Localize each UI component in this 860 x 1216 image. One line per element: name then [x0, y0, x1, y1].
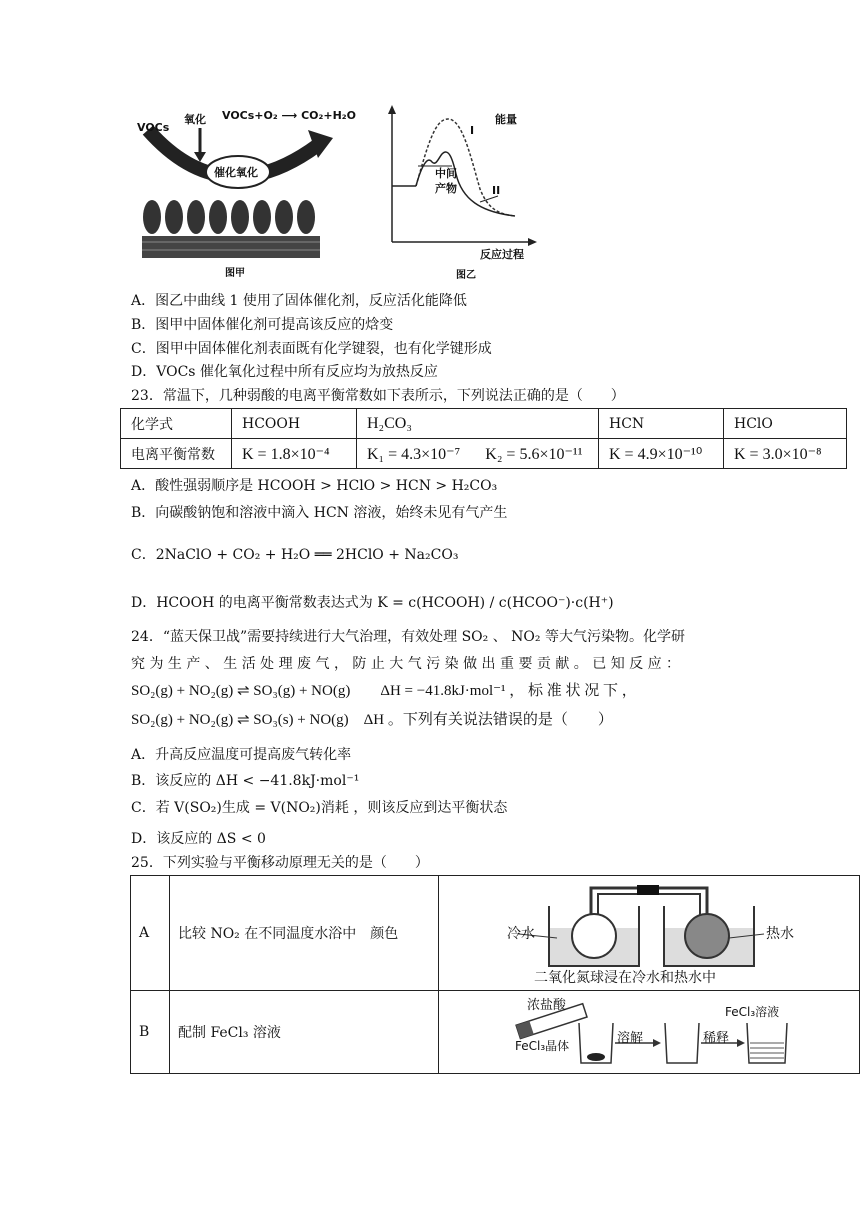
label-intermediate-2: 产物 — [435, 182, 457, 195]
q22-option-c: C．图甲中固体催化剂表面既有化学键裂，也有化学键形成 — [131, 341, 492, 357]
q22-option-b: B．图甲中固体催化剂可提高该反应的焓变 — [131, 317, 394, 333]
table-header-hcooh: HCOOH — [232, 409, 357, 439]
label-energy: 能量 — [495, 113, 517, 126]
label-reaction: VOCs+O₂ ⟶ CO₂+H₂O — [222, 109, 356, 122]
label-curve2: II — [492, 184, 501, 197]
q22-option-a: A．图乙中曲线 1 使用了固体催化剂，反应活化能降低 — [131, 293, 467, 309]
row-b-id: B — [131, 991, 170, 1074]
q23-stem: 23．常温下，几种弱酸的电离平衡常数如下表所示，下列说法正确的是（ ） — [131, 388, 625, 404]
table-header-h2co3: H₂CO₃ — [357, 409, 599, 439]
label-fecl3-crystal: FeCl₃晶体 — [515, 1039, 570, 1053]
row-a-id: A — [131, 876, 170, 991]
label-hot-water: 热水 — [766, 926, 794, 942]
value-hcn: K = 4.9×10⁻¹⁰ — [599, 439, 724, 469]
q23-table — [120, 408, 847, 469]
q23-option-b: B．向碳酸钠饱和溶液中滴入 HCN 溶液，始终未见有气产生 — [131, 505, 508, 521]
label-no2-caption: 二氧化氮球浸在冷水和热水中 — [534, 970, 716, 986]
q24-line-1: 24．“蓝天保卫战”需要持续进行大气治理，有效处理 SO₂ 、 NO₂ 等大气污染物。化学研 — [131, 629, 685, 645]
q25-table — [130, 875, 860, 1074]
row-a-text: 比较 NO₂ 在不同温度水浴中 颜色 — [170, 876, 439, 991]
label-xaxis: 反应过程 — [480, 248, 524, 261]
q22-option-d: D．VOCs 催化氧化过程中所有反应均为放热反应 — [131, 364, 438, 380]
label-vocs: VOCs — [137, 121, 170, 134]
label-oxidize: 氧化 — [184, 113, 206, 126]
q24-option-b: B．该反应的 ΔH < −41.8kJ·mol⁻¹ — [131, 773, 360, 789]
q23-option-c: C．2NaClO + CO₂ + H₂O ══ 2HClO + Na₂CO₃ — [131, 547, 459, 563]
table-header-hcn: HCN — [599, 409, 724, 439]
label-intermediate-1: 中间 — [435, 167, 457, 180]
table-row-label: 电离平衡常数 — [121, 439, 232, 469]
q25-stem: 25．下列实验与平衡移动原理无关的是（ ） — [131, 855, 429, 871]
label-fecl3-solution: FeCl₃溶液 — [725, 1005, 780, 1019]
q24-line-2: 究 为 生 产 、 生 活 处 理 废 气 ， 防 止 大 气 污 染 做 出 重 要 贡 献 。 已 知 反 应 ： — [131, 656, 681, 672]
row-b-figure-cell — [439, 991, 860, 1074]
row-b-text: 配制 FeCl₃ 溶液 — [170, 991, 439, 1074]
table-header-formula: 化学式 — [121, 409, 232, 439]
q24-line-4: SO₂(g) + NO₂(g) ⇌ SO₃(s) + NO(g) ΔH 。下列有关说法错误的是（ ） — [131, 712, 613, 728]
q23-option-d: D．HCOOH 的电离平衡常数表达式为 K = c(HCOOH) / c(HCOO⁻)·c(H⁺) — [131, 595, 614, 611]
row-a-figure-cell — [439, 876, 860, 991]
label-dissolve: 溶解 — [617, 1031, 644, 1046]
label-catalytic: 催化氧化 — [214, 166, 258, 179]
label-curve1: I — [470, 124, 475, 137]
value-hcooh: K = 1.8×10⁻⁴ — [232, 439, 357, 469]
label-conc-hcl: 浓盐酸 — [527, 998, 567, 1013]
label-dilute: 稀释 — [703, 1031, 730, 1046]
q24-line-3: SO₂(g) + NO₂(g) ⇌ SO₃(g) + NO(g) ΔH = −41.8kJ·mol⁻¹ ， 标 准 状 况 下 ， — [131, 683, 637, 699]
value-h2co3-k2: K₂ = 5.6×10⁻¹¹ — [475, 439, 598, 469]
value-hclo: K = 3.0×10⁻⁸ — [724, 439, 847, 469]
caption-yi: 图乙 — [456, 270, 476, 281]
q24-option-a: A．升高反应温度可提高废气转化率 — [131, 747, 352, 763]
caption-jia: 图甲 — [225, 268, 245, 279]
label-cold-water: 冷水 — [507, 926, 535, 942]
value-h2co3-k1: K₁ = 4.3×10⁻⁷ — [357, 439, 476, 469]
q23-option-a: A．酸性强弱顺序是 HCOOH > HClO > HCN > H₂CO₃ — [131, 478, 498, 494]
table-header-hclo: HClO — [724, 409, 847, 439]
q24-option-d: D．该反应的 ΔS < 0 — [131, 831, 266, 847]
q24-option-c: C．若 V(SO₂)生成 = V(NO₂)消耗 ，则该反应到达平衡状态 — [131, 800, 508, 816]
